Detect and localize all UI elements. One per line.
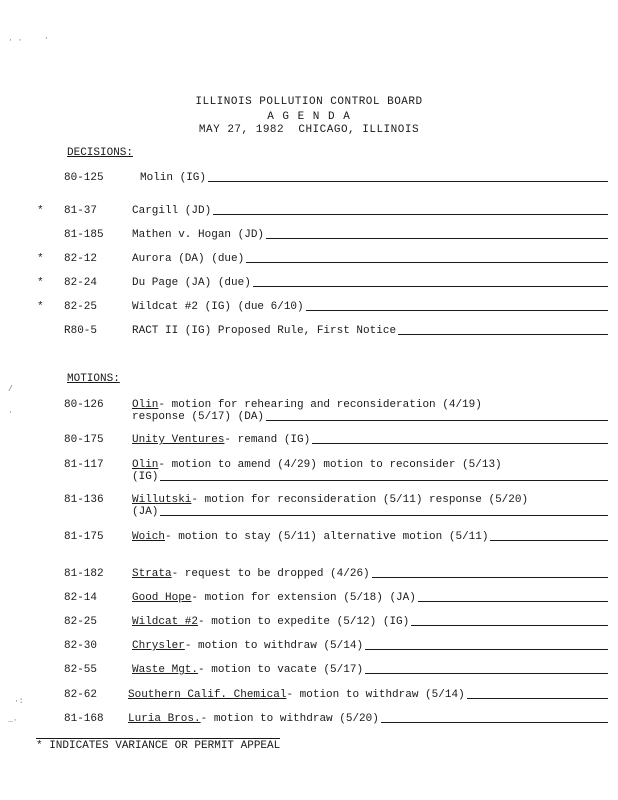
fill-line: [160, 515, 608, 516]
fill-line: [208, 181, 608, 182]
fill-line: [266, 420, 608, 421]
motion-text: - motion to amend (4/29) motion to reconsider (5/13): [158, 459, 502, 471]
party-name: Southern Calif. Chemical: [128, 689, 287, 701]
party-name: Willutski: [132, 494, 192, 506]
agenda-title: A G E N D A: [267, 111, 351, 123]
party-name: Wildcat #2: [132, 616, 199, 628]
scan-mark: ·: [8, 408, 13, 417]
decision-text: Mathen v. Hogan (JD): [132, 229, 265, 241]
fill-line: [312, 443, 608, 444]
docket-number: 80-175: [64, 434, 104, 446]
party-name: Olin: [132, 399, 159, 411]
fill-line: [398, 334, 608, 335]
decision-text: Aurora (DA) (due): [132, 253, 245, 265]
motion-text: - remand (IG): [224, 434, 311, 446]
decision-text: Du Page (JA) (due): [132, 277, 251, 289]
fill-line: [467, 698, 608, 699]
fill-line: [213, 214, 608, 215]
party-name: Good Hope: [132, 592, 192, 604]
fill-line: [365, 673, 608, 674]
fill-line: [253, 286, 608, 287]
party-name: Olin: [132, 459, 159, 471]
fill-line: [246, 262, 608, 263]
variance-marker: *: [37, 277, 44, 289]
motion-text: - motion to expedite (5/12) (IG): [198, 616, 410, 628]
variance-marker: *: [37, 301, 44, 313]
motion-text: - motion to vacate (5/17): [198, 664, 364, 676]
variance-marker: *: [37, 205, 44, 217]
party-name: Chrysler: [132, 640, 185, 652]
party-name: Unity Ventures: [132, 434, 225, 446]
fill-line: [418, 601, 608, 602]
meeting-date-location: MAY 27, 1982 CHICAGO, ILLINOIS: [198, 124, 420, 136]
decision-text: Cargill (JD): [132, 205, 212, 217]
docket-number: 81-37: [64, 205, 98, 217]
docket-number: 81-117: [64, 459, 104, 471]
motion-continuation: response (5/17) (DA): [132, 411, 265, 423]
decisions-heading: DECISIONS:: [67, 147, 134, 159]
decision-text: Molin (IG): [140, 172, 207, 184]
scan-mark: …·: [8, 716, 18, 725]
docket-number: 82-62: [64, 689, 98, 701]
party-name: Waste Mgt.: [132, 664, 199, 676]
motion-text: - motion for reconsideration (5/11) response (5/20): [191, 494, 529, 506]
footnote: * INDICATES VARIANCE OR PERMIT APPEAL: [36, 740, 281, 752]
docket-number: 81-185: [64, 229, 104, 241]
fill-line: [160, 480, 608, 481]
scan-mark: · ·: [8, 36, 23, 45]
motion-continuation: (IG): [132, 471, 159, 483]
variance-marker: *: [37, 253, 44, 265]
docket-number: 82-30: [64, 640, 98, 652]
docket-number: 81-136: [64, 494, 104, 506]
docket-number: 82-24: [64, 277, 98, 289]
docket-number: 80-125: [64, 172, 104, 184]
party-name: Luria Bros.: [128, 713, 201, 725]
fill-line: [266, 238, 608, 239]
motion-text: - motion to withdraw (5/14): [184, 640, 364, 652]
docket-number: 82-25: [64, 301, 98, 313]
motion-text: - request to be dropped (4/26): [171, 568, 370, 580]
docket-number: 80-126: [64, 399, 104, 411]
docket-number: 81-168: [64, 713, 104, 725]
party-name: Strata: [132, 568, 172, 580]
fill-line: [365, 649, 608, 650]
board-title: ILLINOIS POLLUTION CONTROL BOARD: [195, 96, 423, 108]
fill-line: [306, 310, 608, 311]
motion-text: - motion to withdraw (5/20): [200, 713, 379, 725]
scan-mark: /: [8, 385, 13, 394]
fill-line: [411, 625, 608, 626]
docket-number: 82-55: [64, 664, 98, 676]
decision-text: RACT II (IG) Proposed Rule, First Notice: [132, 325, 397, 337]
motions-heading: MOTIONS:: [67, 373, 120, 385]
motion-continuation: (JA): [132, 506, 159, 518]
decision-text: Wildcat #2 (IG) (due 6/10): [132, 301, 304, 313]
fill-line: [490, 540, 608, 541]
docket-number: 82-14: [64, 592, 98, 604]
fill-line: [372, 577, 608, 578]
docket-number: 82-12: [64, 253, 98, 265]
docket-number: 82-25: [64, 616, 98, 628]
motion-text: - motion to withdraw (5/14): [286, 689, 465, 701]
motion-text: - motion for rehearing and reconsideration (4/19): [158, 399, 482, 411]
scan-mark: ·: [44, 34, 49, 43]
party-name: Woich: [132, 531, 166, 543]
fill-line: [381, 722, 608, 723]
docket-number: 81-182: [64, 568, 104, 580]
scan-mark: ·:: [14, 697, 24, 706]
docket-number: R80-5: [64, 325, 98, 337]
motion-text: - motion for extension (5/18) (JA): [191, 592, 416, 604]
motion-text: - motion to stay (5/11) alternative motion (5/11): [165, 531, 489, 543]
docket-number: 81-175: [64, 531, 104, 543]
